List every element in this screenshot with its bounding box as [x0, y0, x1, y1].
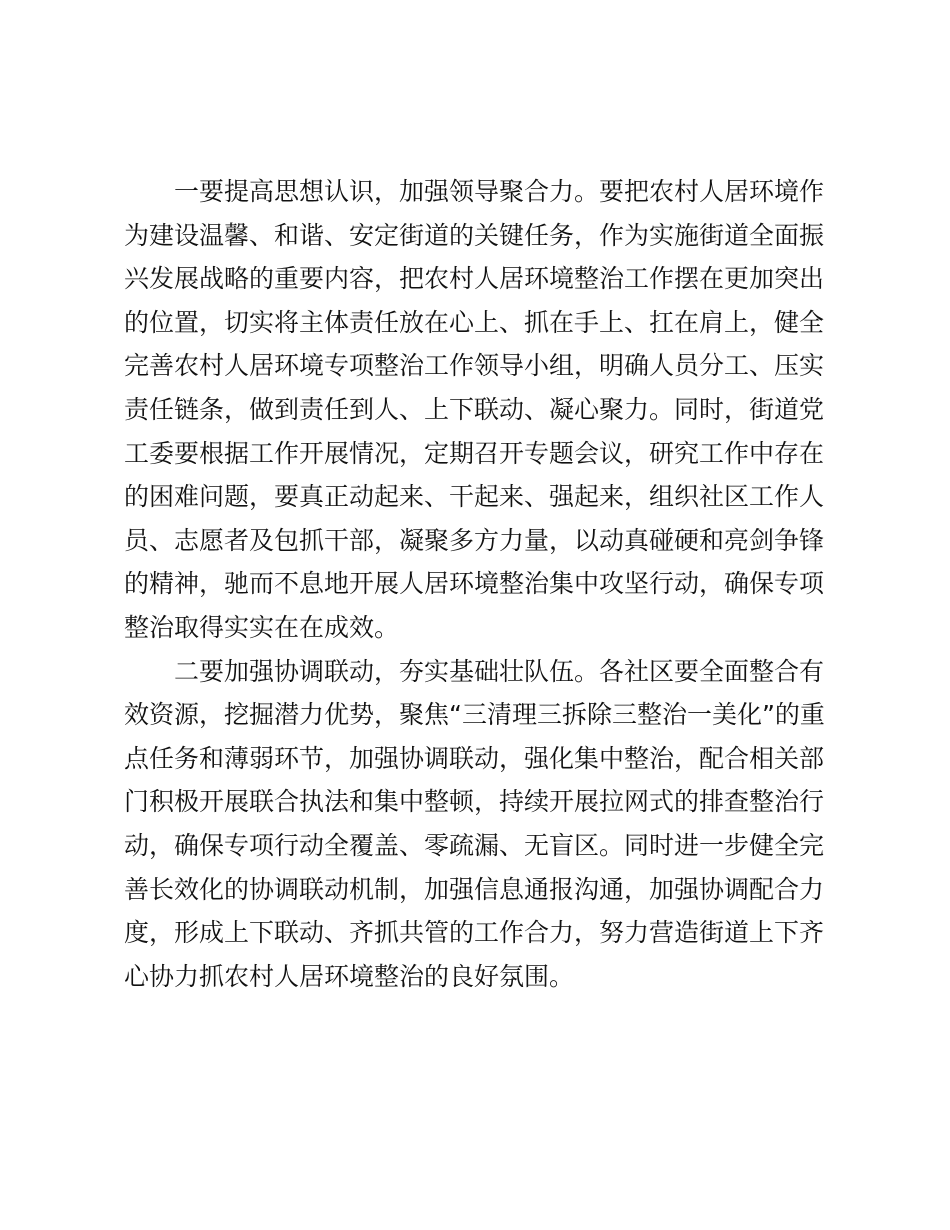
text-line: 二要加强协调联动，夯实基础壮队伍。各社区要全面整合有: [124, 656, 825, 686]
text-line: 责任链条，做到责任到人、上下联动、凝心聚力。同时，街道党: [124, 394, 825, 424]
text-line: 的位置，切实将主体责任放在心上、抓在手上、扛在肩上，健全: [124, 307, 825, 337]
text-line: 动，确保专项行动全覆盖、零疏漏、无盲区。同时进一步健全完: [124, 830, 825, 860]
text-line: 善长效化的协调联动机制，加强信息通报沟通，加强协调配合力: [124, 874, 825, 904]
text-line: 完善农村人居环境专项整治工作领导小组，明确人员分工、压实: [124, 351, 825, 381]
text-line: 整治取得实实在在成效。: [124, 612, 400, 642]
paragraph-1: [124, 170, 824, 650]
text-line: 一要提高思想认识，加强领导聚合力。要把农村人居环境作: [124, 177, 825, 206]
text-line: 效资源，挖掘潜力优势，聚焦“三清理三拆除三整治一美化”的重: [124, 700, 825, 730]
text-line: 度，形成上下联动、齐抓共管的工作合力，努力营造街道上下齐: [124, 918, 825, 948]
text-line: 的困难问题，要真正动起来、干起来、强起来，组织社区工作人: [124, 482, 825, 512]
text-line: 的精神，驰而不息地开展人居环境整治集中攻坚行动，确保专项: [124, 569, 825, 599]
text-line: 心协力抓农村人居环境整治的良好氛围。: [124, 961, 575, 991]
text-line: 点任务和薄弱环节，加强协调联动，强化集中整治，配合相关部: [124, 743, 825, 773]
text-line: 门积极开展联合执法和集中整顿，持续开展拉网式的排查整治行: [124, 787, 825, 817]
text-line: 员、志愿者及包抓干部，凝聚多方力量，以动真碰硬和亮剑争锋: [124, 525, 825, 555]
paragraph-2: [124, 650, 824, 999]
text-line: 为建设温馨、和谐、安定街道的关键任务，作为实施街道全面振: [124, 220, 825, 250]
text-line: 兴发展战略的重要内容，把农村人居环境整治工作摆在更加突出: [124, 264, 825, 294]
text-line: 工委要根据工作开展情况，定期召开专题会议，研究工作中存在: [124, 438, 825, 468]
document-body: [124, 170, 824, 998]
